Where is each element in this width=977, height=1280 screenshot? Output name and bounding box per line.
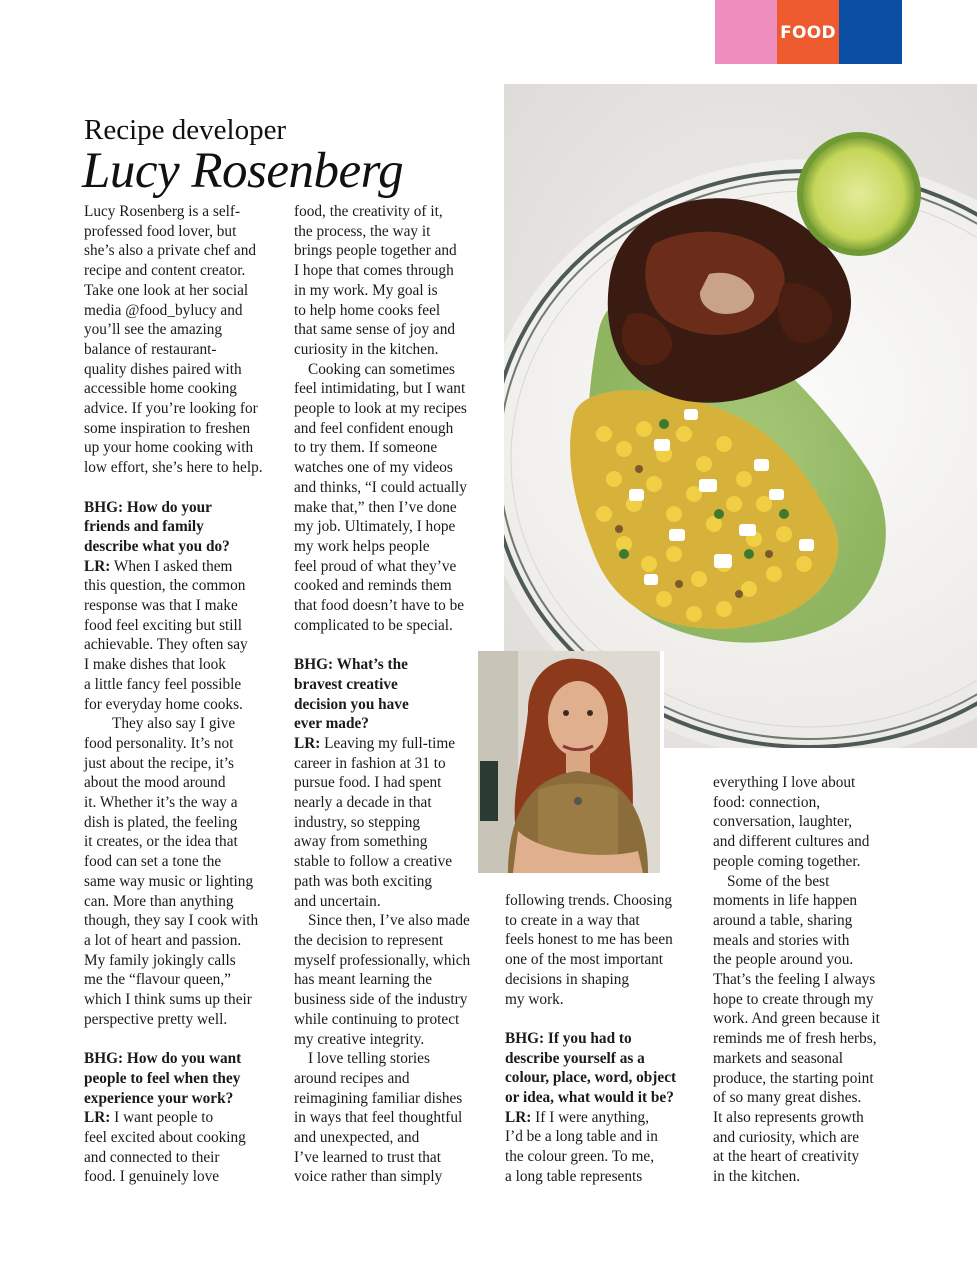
- text-line: my creative integrity.: [294, 1030, 425, 1048]
- text-line: food. I genuinely love: [84, 1168, 220, 1186]
- section-tab-pink: [715, 0, 777, 64]
- text-line: dish is plated, the feeling: [84, 813, 238, 831]
- answer-4-paragraph-2: [713, 872, 905, 1187]
- text-line: the process, the way it: [294, 222, 431, 240]
- text-line: a long table represents: [505, 1167, 643, 1185]
- text-line: complicated to be special.: [294, 616, 453, 634]
- text-line: nearly a decade in that: [294, 794, 432, 812]
- text-line: balance of restaurant-: [84, 340, 217, 358]
- text-line: I love telling stories: [308, 1050, 430, 1068]
- answer-label: LR:: [84, 1109, 111, 1127]
- answer-4-continued: [713, 773, 905, 872]
- text-line: path was both exciting: [294, 872, 433, 890]
- text-line: perspective pretty well.: [84, 1010, 228, 1028]
- text-line: It also represents growth: [713, 1108, 864, 1126]
- text-line: BHG: How do you want: [84, 1050, 242, 1068]
- text-line: and uncertain.: [294, 892, 381, 910]
- text-line: When I asked them: [110, 557, 233, 575]
- text-line: reminds me of fresh herbs,: [713, 1030, 877, 1048]
- text-line: can. More than anything: [84, 892, 234, 910]
- text-line: Leaving my full-time: [320, 734, 456, 752]
- section-tab-label: FOOD: [777, 0, 839, 64]
- text-line: the decision to represent: [294, 932, 444, 949]
- text-line: That’s the feeling I always: [713, 971, 876, 989]
- text-line: people coming together.: [713, 852, 861, 870]
- text-line: moments in life happen: [713, 892, 858, 910]
- text-line: which I think sums up their: [84, 991, 252, 1009]
- text-line: that same sense of joy and: [294, 321, 455, 339]
- answer-label: LR:: [505, 1108, 532, 1126]
- answer-1-continued: [84, 714, 274, 1029]
- text-line: food: connection,: [713, 793, 821, 811]
- text-line: food can set a tone the: [84, 853, 222, 871]
- text-line: describe yourself as a: [505, 1049, 645, 1067]
- text-line: friends and family: [84, 518, 204, 536]
- text-line: same way music or lighting: [84, 872, 254, 890]
- text-line: has meant learning the: [294, 971, 433, 989]
- text-line: and feel confident enough: [294, 419, 454, 437]
- answer-2-paragraph-2: [294, 360, 486, 636]
- text-line: Cooking can sometimes: [308, 360, 456, 378]
- text-line: and unexpected, and: [294, 1129, 420, 1147]
- answer-label: LR:: [84, 557, 111, 575]
- column-1: [84, 202, 274, 1187]
- text-line: my work.: [505, 990, 564, 1008]
- text-line: or idea, what would it be?: [505, 1089, 674, 1107]
- text-line: markets and seasonal: [713, 1049, 843, 1067]
- text-line: while continuing to protect: [294, 1010, 460, 1028]
- text-line: They also say I give: [112, 715, 236, 733]
- text-line: the colour green. To me,: [505, 1148, 655, 1166]
- text-line: I’d be a long table and in: [505, 1128, 658, 1146]
- text-line: brings people together and: [294, 242, 457, 260]
- text-line: at the heart of creativity: [713, 1148, 860, 1166]
- text-line: though, they say I cook with: [84, 912, 259, 930]
- text-line: and curiosity, which are: [713, 1128, 859, 1146]
- portrait-photo: [478, 651, 664, 877]
- text-line: achievable. They often say: [84, 636, 248, 654]
- text-line: food, the creativity of it,: [294, 203, 443, 220]
- text-line: and connected to their: [84, 1148, 220, 1166]
- answer-2: [84, 1108, 274, 1187]
- text-line: I want people to: [110, 1109, 214, 1127]
- text-line: around a table, sharing: [713, 911, 853, 929]
- text-line: meals and stories with: [713, 931, 850, 949]
- text-line: Take one look at her social: [84, 281, 249, 299]
- text-line: quality dishes paired with: [84, 360, 242, 378]
- text-line: pursue food. I had spent: [294, 774, 442, 792]
- text-line: myself professionally, which: [294, 951, 471, 969]
- text-line: BHG: What’s the: [294, 656, 408, 674]
- answer-label: LR:: [294, 734, 321, 752]
- text-line: experience your work?: [84, 1089, 234, 1107]
- text-line: BHG: How do your: [84, 498, 212, 516]
- text-line: decision you have: [294, 695, 409, 713]
- text-line: food feel exciting but still: [84, 616, 243, 634]
- text-line: to try them. If someone: [294, 439, 438, 457]
- text-line: my job. Ultimately, I hope: [294, 518, 456, 536]
- text-line: about the mood around: [84, 774, 226, 792]
- text-line: decisions in shaping: [505, 970, 630, 988]
- text-line: work. And green because it: [713, 1010, 880, 1028]
- text-line: Since then, I’ve also made: [308, 912, 470, 930]
- text-line: food personality. It’s not: [84, 734, 234, 752]
- text-line: stable to follow a creative: [294, 853, 453, 871]
- text-line: for everyday home cooks.: [84, 695, 243, 713]
- text-line: of so many great dishes.: [713, 1089, 862, 1107]
- question-2: [84, 1049, 274, 1108]
- text-line: a lot of heart and passion.: [84, 932, 242, 949]
- text-line: and thinks, “I could actually: [294, 478, 467, 496]
- text-line: cooked and reminds them: [294, 577, 452, 595]
- text-line: she’s also a private chef and: [84, 242, 257, 260]
- text-line: one of the most important: [505, 951, 664, 969]
- text-line: ever made?: [294, 715, 369, 733]
- text-line: produce, the starting point: [713, 1069, 874, 1087]
- text-line: feel excited about cooking: [84, 1129, 246, 1147]
- page-title: Lucy Rosenberg: [82, 143, 404, 199]
- text-line: following trends. Choosing: [505, 892, 672, 909]
- question-3: [294, 655, 486, 734]
- text-line: make that,” then I’ve done: [294, 498, 457, 516]
- text-line: BHG: If you had to: [505, 1029, 632, 1047]
- text-line: feel proud of what they’ve: [294, 557, 457, 575]
- text-line: hope to create through my: [713, 990, 874, 1008]
- food-photo: [504, 84, 977, 748]
- text-line: you’ll see the amazing: [84, 321, 223, 339]
- text-line: this question, the common: [84, 577, 246, 595]
- text-line: people to feel when they: [84, 1069, 241, 1087]
- text-line: people to look at my recipes: [294, 400, 467, 418]
- text-line: around recipes and: [294, 1069, 410, 1087]
- text-line: reimagining familiar dishes: [294, 1089, 463, 1107]
- text-line: that food doesn’t have to be: [294, 597, 465, 615]
- answer-2-continued: [294, 202, 486, 360]
- kicker: Recipe developer: [84, 114, 287, 146]
- text-line: to create in a way that: [505, 911, 640, 929]
- answer-1: [84, 557, 274, 715]
- question-1: [84, 498, 274, 557]
- text-line: in ways that feel thoughtful: [294, 1109, 463, 1127]
- text-line: I hope that comes through: [294, 262, 454, 280]
- text-line: describe what you do?: [84, 537, 230, 555]
- text-line: the people around you.: [713, 951, 854, 969]
- text-line: colour, place, word, object: [505, 1069, 677, 1087]
- text-line: career in fashion at 31 to: [294, 754, 446, 772]
- text-line: a little fancy feel possible: [84, 675, 242, 693]
- text-line: watches one of my videos: [294, 459, 453, 477]
- answer-3-paragraph-2: [294, 911, 486, 1049]
- text-line: If I were anything,: [531, 1108, 650, 1126]
- text-line: recipe and content creator.: [84, 262, 246, 280]
- section-tab-blue: [839, 0, 902, 64]
- column-3: [505, 891, 697, 1187]
- text-line: Lucy Rosenberg is a self-: [84, 203, 241, 220]
- text-line: in my work. My goal is: [294, 281, 438, 299]
- text-line: feel intimidating, but I want: [294, 380, 466, 398]
- text-line: low effort, she’s here to help.: [84, 459, 263, 477]
- text-line: everything I love about: [713, 774, 856, 791]
- text-line: industry, so stepping: [294, 813, 421, 831]
- text-line: voice rather than simply: [294, 1168, 443, 1186]
- answer-4: [505, 1108, 697, 1187]
- text-line: just about the recipe, it’s: [84, 754, 234, 772]
- text-line: my work helps people: [294, 537, 430, 555]
- text-line: bravest creative: [294, 675, 398, 693]
- text-line: up your home cooking with: [84, 439, 254, 457]
- answer-3-continued: [505, 891, 697, 1009]
- text-line: advice. If you’re looking for: [84, 400, 258, 418]
- column-4: [713, 773, 905, 1187]
- text-line: I make dishes that look: [84, 656, 226, 674]
- text-line: and different cultures and: [713, 833, 870, 851]
- text-line: conversation, laughter,: [713, 813, 853, 831]
- text-line: My family jokingly calls: [84, 951, 236, 969]
- text-line: response was that I make: [84, 597, 238, 615]
- text-line: Some of the best: [727, 872, 830, 890]
- text-line: business side of the industry: [294, 991, 468, 1009]
- text-line: to help home cooks feel: [294, 301, 441, 319]
- column-2: [294, 202, 486, 1187]
- text-line: it. Whether it’s the way a: [84, 794, 238, 812]
- intro-paragraph: [84, 202, 274, 478]
- text-line: accessible home cooking: [84, 380, 237, 398]
- text-line: feels honest to me has been: [505, 931, 673, 949]
- question-4: [505, 1029, 697, 1108]
- text-line: me the “flavour queen,”: [84, 971, 231, 989]
- text-line: in the kitchen.: [713, 1168, 801, 1186]
- text-line: it creates, or the idea that: [84, 833, 238, 851]
- text-line: media @food_bylucy and: [84, 301, 243, 319]
- text-line: away from something: [294, 833, 428, 851]
- text-line: curiosity in the kitchen.: [294, 340, 439, 358]
- answer-3: [294, 734, 486, 911]
- text-line: I’ve learned to trust that: [294, 1148, 441, 1166]
- answer-3-paragraph-3: [294, 1049, 486, 1187]
- text-line: professed food lover, but: [84, 222, 237, 240]
- text-line: some inspiration to freshen: [84, 419, 251, 437]
